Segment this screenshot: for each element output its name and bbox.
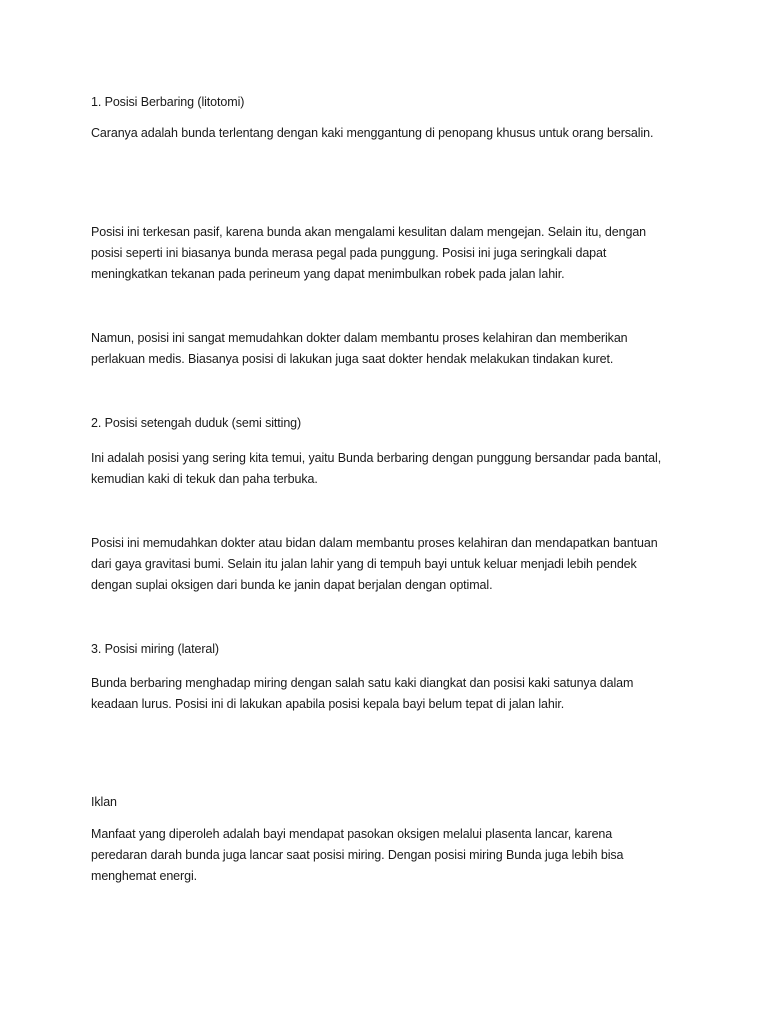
heading-posisi-miring: 3. Posisi miring (lateral) <box>91 642 219 656</box>
paragraph-line: peredaran darah bunda juga lancar saat posisi miring. Dengan posisi miring Bunda juga lebih bisa <box>91 848 624 862</box>
heading-posisi-berbaring: 1. Posisi Berbaring (litotomi) <box>91 95 245 109</box>
paragraph-line: Namun, posisi ini sangat memudahkan dokter dalam membantu proses kelahiran dan memberikan <box>91 331 628 345</box>
paragraph-line: Caranya adalah bunda terlentang dengan kaki menggantung di penopang khusus untuk orang bersalin. <box>91 126 654 140</box>
paragraph-line: Posisi ini memudahkan dokter atau bidan dalam membantu proses kelahiran dan mendapatkan bantuan <box>91 536 658 550</box>
paragraph-line: Ini adalah posisi yang sering kita temui, yaitu Bunda berbaring dengan punggung bersandar pada bantal, <box>91 451 662 465</box>
ad-label: Iklan <box>91 795 117 809</box>
paragraph-line: perlakuan medis. Biasanya posisi di lakukan juga saat dokter hendak melakukan tindakan kuret. <box>91 352 614 366</box>
paragraph-line: menghemat energi. <box>91 869 198 883</box>
paragraph-line: dengan suplai oksigen dari bunda ke janin dapat berjalan dengan optimal. <box>91 578 493 592</box>
paragraph-line: Manfaat yang diperoleh adalah bayi mendapat pasokan oksigen melalui plasenta lancar, karena <box>91 827 613 841</box>
paragraph-line: meningkatkan tekanan pada perineum yang dapat menimbulkan robek pada jalan lahir. <box>91 267 565 281</box>
paragraph-line: posisi seperti ini biasanya bunda merasa pegal pada punggung. Posisi ini juga seringkali dapat <box>91 246 607 260</box>
paragraph-line: dari gaya gravitasi bumi. Selain itu jalan lahir yang di tempuh bayi untuk keluar menjadi lebih pendek <box>91 557 637 571</box>
paragraph-line: Posisi ini terkesan pasif, karena bunda akan mengalami kesulitan dalam mengejan. Selain itu, dengan <box>91 225 647 239</box>
paragraph-line: keadaan lurus. Posisi ini di lakukan apabila posisi kepala bayi belum tepat di jalan lahir. <box>91 697 565 711</box>
heading-posisi-setengah-duduk: 2. Posisi setengah duduk (semi sitting) <box>91 416 302 430</box>
paragraph-line: Bunda berbaring menghadap miring dengan salah satu kaki diangkat dan posisi kaki satunya dalam <box>91 676 634 690</box>
paragraph-line: kemudian kaki di tekuk dan paha terbuka. <box>91 472 318 486</box>
